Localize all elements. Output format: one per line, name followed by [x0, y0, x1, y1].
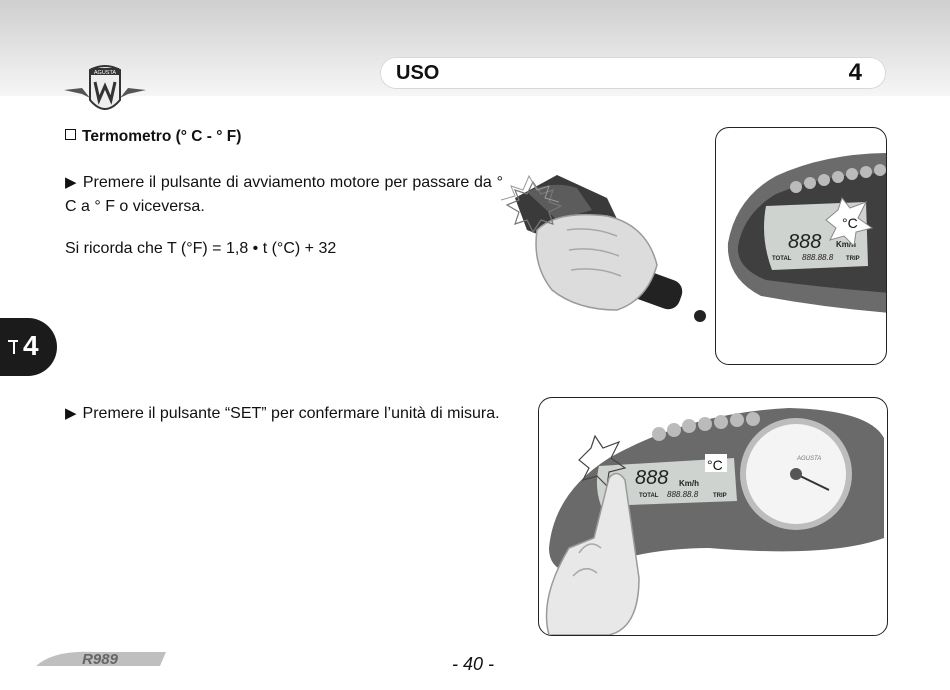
formula-note [65, 237, 503, 261]
dashboard-photo-frame [715, 127, 887, 365]
step-1-text: Premere il pulsante di avviamento motore per passare da ° C a ° F o viceversa. [65, 174, 503, 215]
speed-unit: Km/h [836, 240, 856, 249]
total-digits: 888.88.8 [667, 490, 699, 499]
gauge-brand: AGUSTA [797, 456, 822, 462]
dashboard-display-illustration [716, 128, 886, 364]
section-pill [380, 57, 886, 89]
heading-text: Termometro (° C - ° F) [82, 128, 242, 145]
trip-label: TRIP [713, 493, 727, 499]
total-digits: 888.88.8 [802, 253, 834, 262]
formula-text: Si ricorda che T (°F) = 1,8 • t (°C) + 32 [65, 240, 337, 257]
total-label: TOTAL [772, 256, 792, 262]
step-2-text: Premere il pulsante “SET” per confermare l’unità di misura. [82, 405, 500, 422]
speed-digits: 888 [635, 467, 669, 489]
play-arrow-icon: ▶ [65, 174, 77, 191]
logo-text: AGUSTA [93, 70, 117, 76]
checkbox-bullet-icon [65, 129, 76, 140]
speed-unit: Km/h [679, 479, 699, 488]
handlebar-grip-illustration [497, 170, 712, 330]
section-title: USO [396, 62, 440, 84]
motorcycle-icon [7, 338, 19, 356]
model-logo-text: R989 [82, 651, 118, 668]
step-1-paragraph [65, 171, 503, 219]
r989-model-logo [34, 648, 170, 670]
page-number: - 40 - [452, 654, 495, 674]
section-heading [65, 128, 241, 146]
mv-agusta-emblem-icon [60, 60, 150, 122]
step-2-paragraph [65, 402, 503, 426]
celsius-indicator: °C [707, 457, 723, 473]
speed-digits: 888 [788, 231, 822, 253]
instrument-panel-illustration [539, 398, 887, 635]
play-arrow-icon: ▶ [65, 405, 77, 422]
side-tab-number: 4 [23, 330, 39, 361]
celsius-indicator: °C [842, 215, 858, 231]
chapter-number: 4 [848, 59, 862, 86]
gauge-photo-frame [538, 397, 888, 636]
total-label: TOTAL [639, 493, 659, 499]
trip-label: TRIP [846, 256, 860, 262]
